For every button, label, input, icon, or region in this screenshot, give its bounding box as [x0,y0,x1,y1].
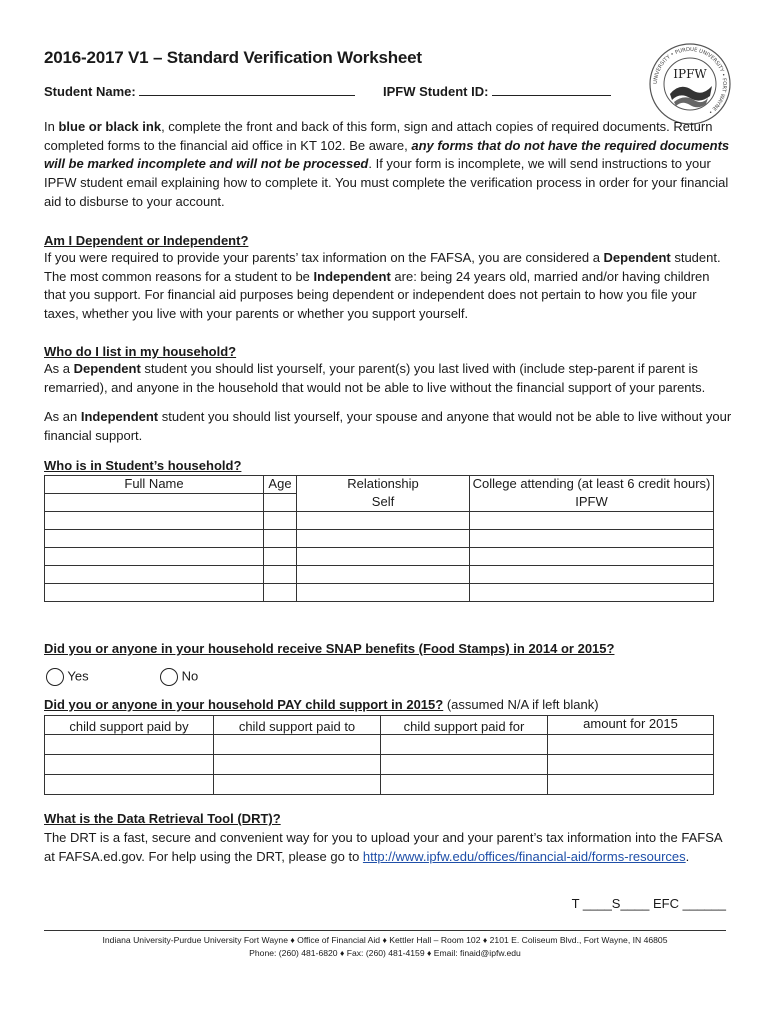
office-use-line: T ____S____ EFC ______ [571,896,726,911]
table-cell[interactable] [297,512,470,530]
ipfw-seal-logo [648,42,732,126]
college-cell: IPFW [470,494,714,512]
logo-text: IPFW [673,67,707,81]
page-title: 2016-2017 V1 – Standard Verification Worksheet [44,48,422,67]
child-support-question: Did you or anyone in your household PAY child support in 2015? (assumed N/A if left blank) [44,697,599,712]
student-name-field[interactable] [44,83,355,99]
table-cell[interactable] [264,494,297,512]
household-dependent-paragraph: As a Dependent student you should list yourself, your parent(s) you last lived with (include step-parent if parent is remarried), and anyone in the household that would not be able to live without the financial support of your parents. [44,361,706,395]
household-heading: Who do I list in my household? [44,344,237,359]
table-cell[interactable] [297,566,470,584]
snap-yes-radio[interactable] [46,668,64,686]
footer-address: Indiana University-Purdue University Fort Wayne ♦ Office of Financial Aid ♦ Kettler Hall – Room 102 ♦ 2101 E. Coliseum Blvd., Fort Wayne, IN 46805 [102,935,668,945]
table-cell[interactable] [264,512,297,530]
dependent-heading: Am I Dependent or Independent? [44,233,249,248]
intro-paragraph: In blue or black ink, complete the front and back of this form, sign and attach copies of required documents. Return completed forms to the financial aid office in KT 102. Be aware, any forms that do not have the required documents will be marked incomplete and will not be processed. If your form is incomplete, we will send instructions to your IPFW student email explaining how to complete it. You must complete the verification process in order for your financial aid to disburse to your account. [44,119,730,209]
table-cell[interactable] [45,735,214,755]
student-name-label: Student Name: [44,84,136,99]
table-cell[interactable] [297,548,470,566]
table-cell[interactable] [381,735,548,755]
table-cell[interactable] [470,548,714,566]
table-header-row [45,716,714,735]
table-cell[interactable] [45,494,264,512]
column-header: amount for 2015 [548,716,714,735]
column-header: Age [264,476,297,494]
logo-ring-text: UNIVERSITY • PURDUE UNIVERSITY • FORT WAYNE • [652,46,728,115]
drt-paragraph: The DRT is a fast, secure and convenient way for you to upload your and your parent’s tax information into the FAFSA at FAFSA.ed.gov. For help using the DRT, please go to http://www.ipfw.edu/offices/financial-aid/forms-resources. [44,830,722,864]
table-cell[interactable] [45,548,264,566]
column-header: Relationship [297,476,470,494]
column-header: child support paid for [381,716,548,735]
table-cell[interactable] [470,566,714,584]
student-id-field[interactable] [383,83,611,99]
table-cell[interactable] [45,566,264,584]
footer-divider [44,930,726,931]
student-household-heading: Who is in Student’s household? [44,458,242,473]
table-cell[interactable] [548,775,714,795]
table-cell[interactable] [381,775,548,795]
table-row[interactable] [45,494,714,512]
snap-no-radio[interactable] [160,668,178,686]
table-cell[interactable] [264,548,297,566]
student-household-table [44,475,714,602]
table-header-row [45,476,714,494]
table-cell[interactable] [45,530,264,548]
column-header: child support paid to [214,716,381,735]
table-cell[interactable] [264,530,297,548]
table-cell[interactable] [45,755,214,775]
relationship-cell: Self [297,494,470,512]
snap-yes-option[interactable] [46,668,89,686]
table-cell[interactable] [45,584,264,602]
snap-no-option[interactable] [160,668,198,686]
table-row[interactable] [45,548,714,566]
drt-heading: What is the Data Retrieval Tool (DRT)? [44,811,281,826]
table-cell[interactable] [297,530,470,548]
table-row[interactable] [45,775,714,795]
table-row[interactable] [45,735,714,755]
table-cell[interactable] [214,735,381,755]
student-id-label: IPFW Student ID: [383,84,489,99]
table-cell[interactable] [470,530,714,548]
table-row[interactable] [45,566,714,584]
column-header: Full Name [45,476,264,494]
table-cell[interactable] [548,755,714,775]
table-row[interactable] [45,530,714,548]
household-independent-paragraph: As an Independent student you should list yourself, your spouse and anyone that would not be able to live without your financial support. [44,409,732,443]
table-cell[interactable] [264,584,297,602]
table-cell[interactable] [264,566,297,584]
student-id-blank[interactable] [492,83,611,96]
forms-resources-link[interactable]: http://www.ipfw.edu/offices/financial-aid/forms-resources [362,848,686,864]
table-cell[interactable] [214,775,381,795]
table-row[interactable] [45,512,714,530]
child-support-table [44,715,714,795]
table-cell[interactable] [45,512,264,530]
dependent-paragraph: If you were required to provide your parents’ tax information on the FAFSA, you are considered a Dependent student. The most common reasons for a student to be Independent are: being 24 years old, married and/or having children that you support. For financial aid purposes being dependent or independent does not pertain to how you file your taxes, whether you live with your parents or whether you support yourself. [44,250,721,322]
footer-contact: Phone: (260) 481-6820 ♦ Fax: (260) 481-4159 ♦ Email: finaid@ipfw.edu [249,948,521,958]
student-name-blank[interactable] [139,83,355,96]
table-cell[interactable] [470,512,714,530]
table-row[interactable] [45,755,714,775]
snap-no-label: No [181,668,199,684]
table-cell[interactable] [381,755,548,775]
snap-question: Did you or anyone in your household receive SNAP benefits (Food Stamps) in 2014 or 2015? [44,641,615,656]
table-cell[interactable] [45,775,214,795]
table-row[interactable] [45,584,714,602]
table-cell[interactable] [548,735,714,755]
table-cell[interactable] [297,584,470,602]
column-header: College attending (at least 6 credit hours) [470,476,714,494]
column-header: child support paid by [45,716,214,735]
snap-yes-label: Yes [67,668,89,684]
table-cell[interactable] [214,755,381,775]
table-cell[interactable] [470,584,714,602]
